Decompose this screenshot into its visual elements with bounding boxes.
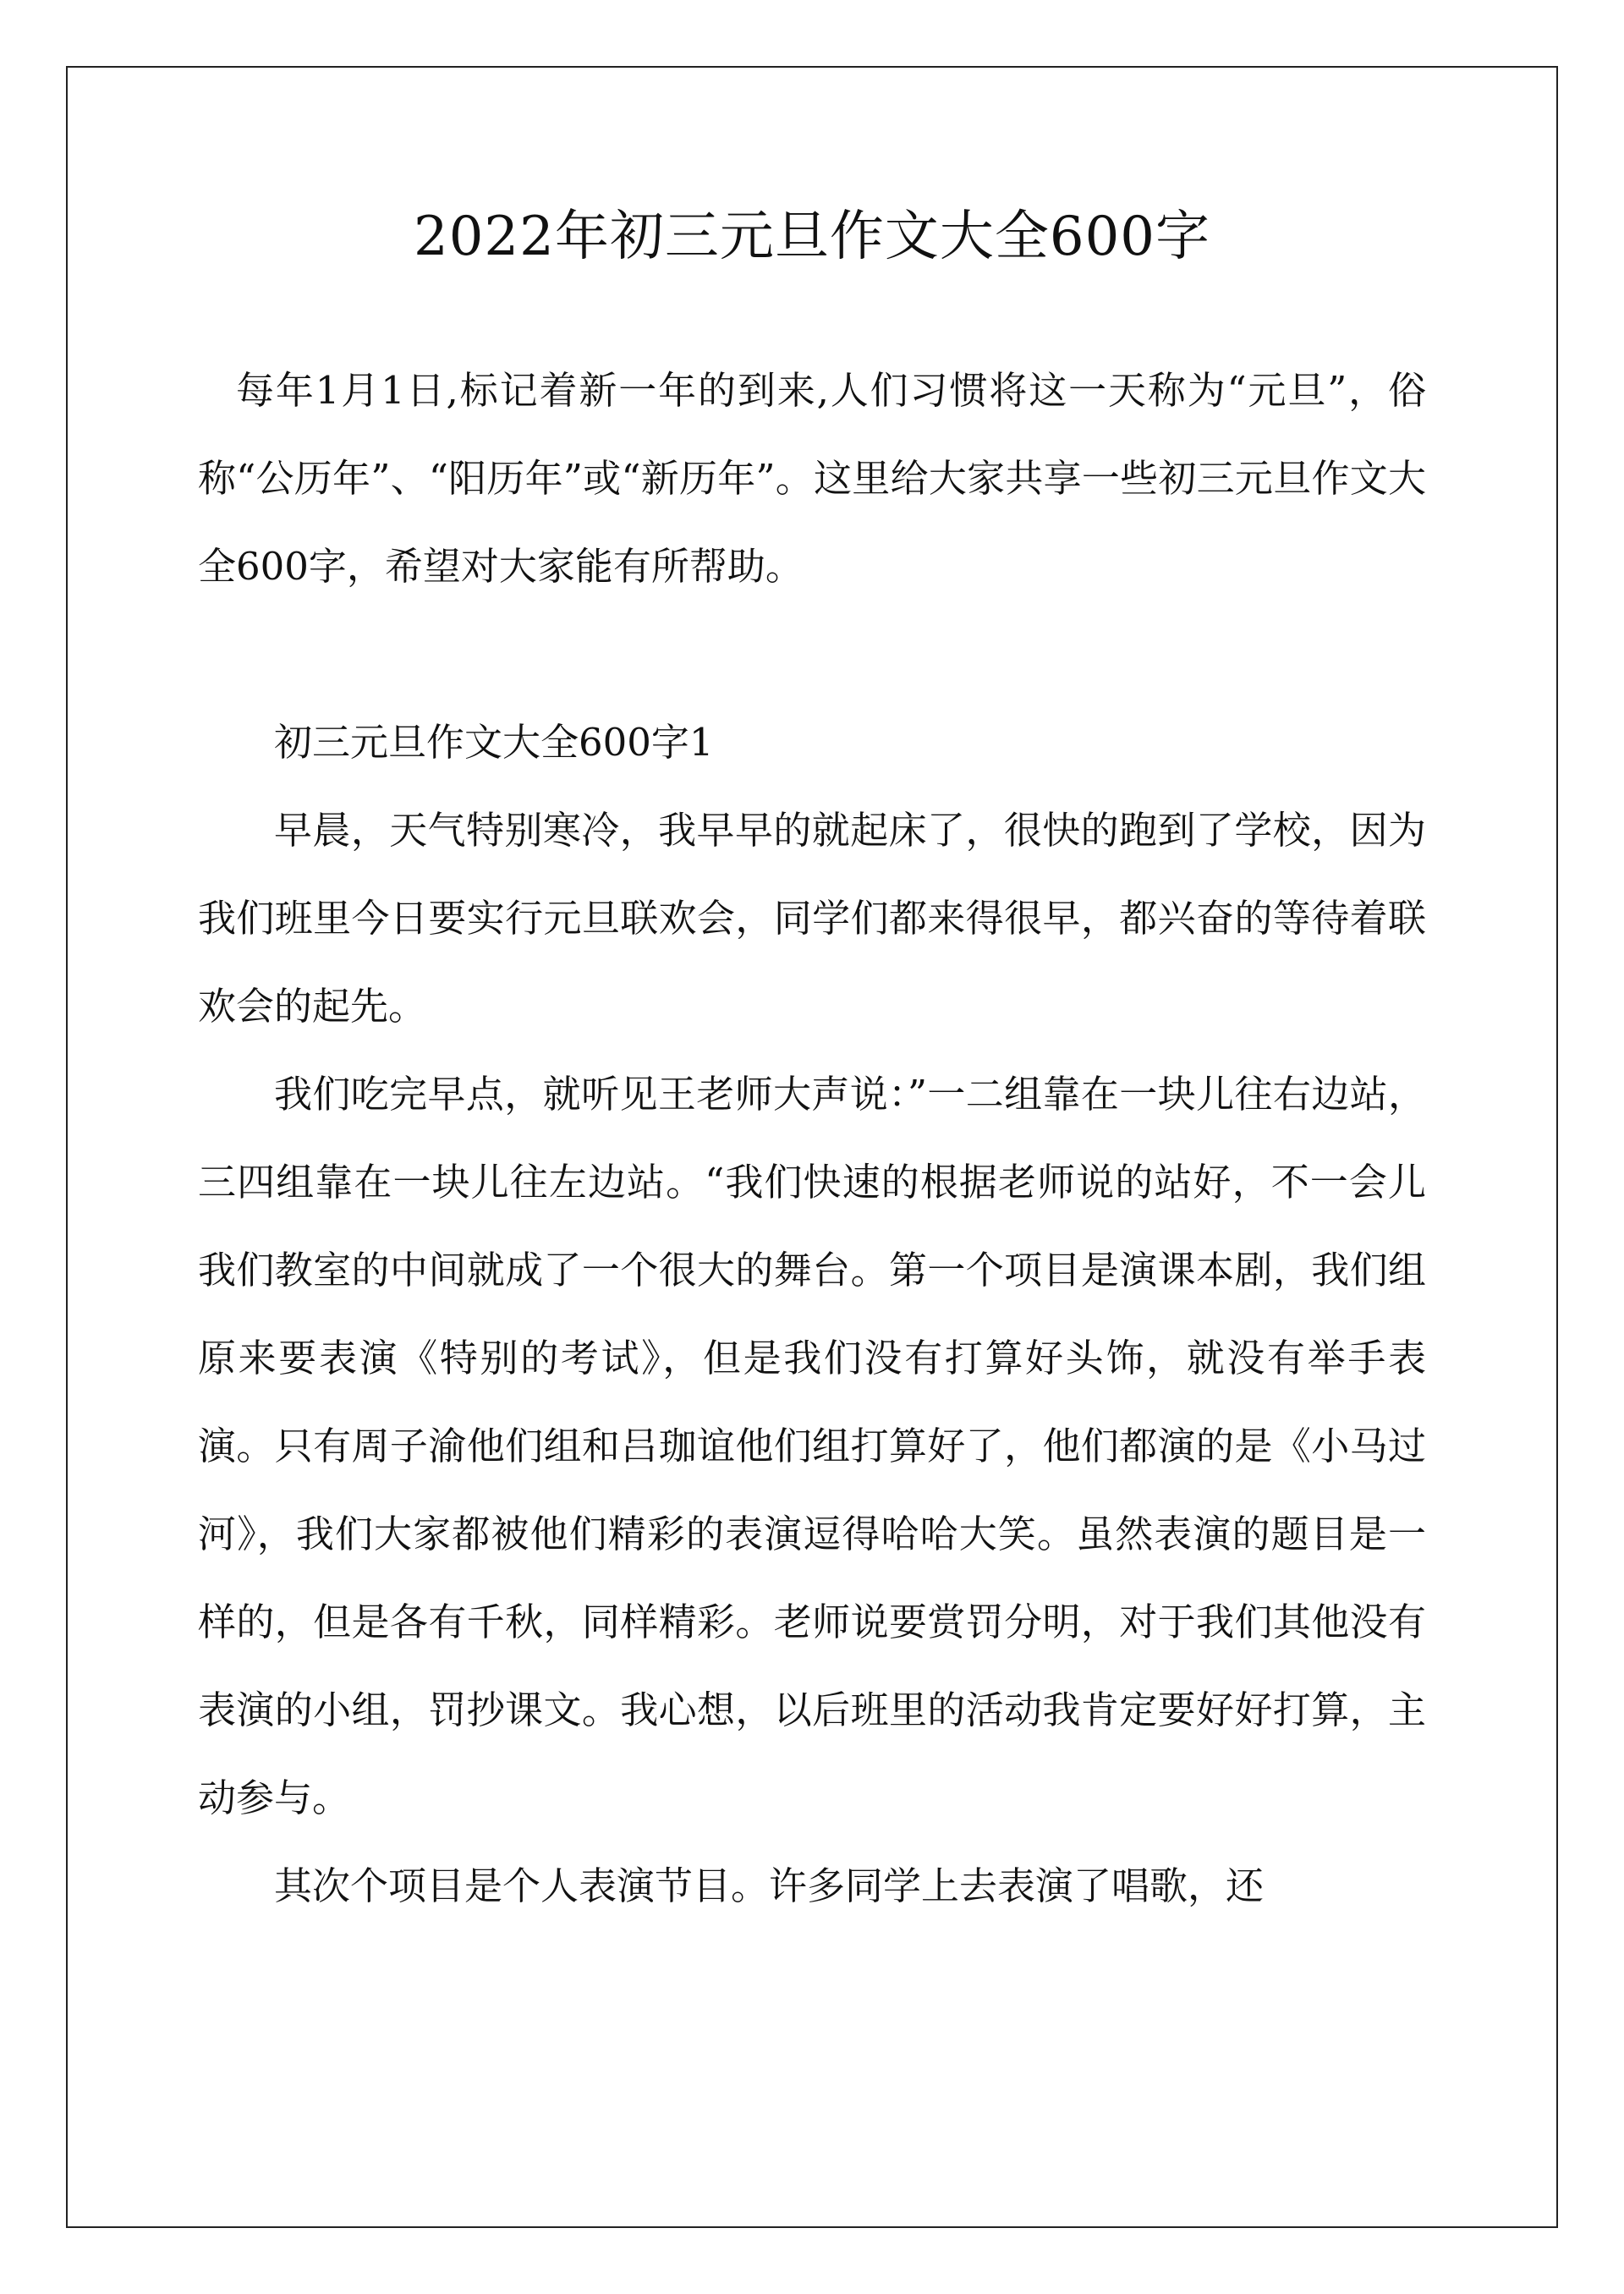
body-paragraph-1: 早晨，天气特别寒冷，我早早的就起床了，很快的跑到了学校，因为我们班里今日要实行元旦联欢会，同学们都来得很早，都兴奋的等待着联欢会的起先。 bbox=[198, 808, 1426, 1029]
document-title: 2022年初三元旦作文大全600字 bbox=[413, 206, 1211, 268]
body-paragraph-3: 其次个项目是个人表演节目。许多同学上去表演了唱歌，还 bbox=[274, 1863, 1265, 1908]
body-paragraph-2: 我们吃完早点，就听见王老师大声说：”一二组靠在一块儿往右边站，三四组靠在一块儿往左边站。“我们快速的根据老师说的站好，不一会儿我们教室的中间就成了一个很大的舞台。第一个项目是演课本剧，我们组原来要表演《特别的考试》，但是我们没有打算好头饰，就没有举手表演。只有周子渝他们组和吕珈谊他们组打算好了，他们都演的是《小马过河》，我们大家都被他们精彩的表演逗得哈哈大笑。虽然表演的题目是一样的，但是各有千秋，同样精彩。老师说要赏罚分明，对于我们其他没有表演的小组，罚抄课文。我心想，以后班里的活动我肯定要好好打算，主动参与。 bbox=[198, 1072, 1426, 1820]
intro-paragraph: 每年1月1日,标记着新一年的到来,人们习惯将这一天称为“元旦”，俗称“公历年”、“阳历年”或“新历年”。这里给大家共享一些初三元旦作文大全600字，希望对大家能有所帮助。 bbox=[198, 368, 1426, 589]
section-heading: 初三元旦作文大全600字1 bbox=[274, 720, 714, 765]
document-body bbox=[198, 195, 1426, 1930]
